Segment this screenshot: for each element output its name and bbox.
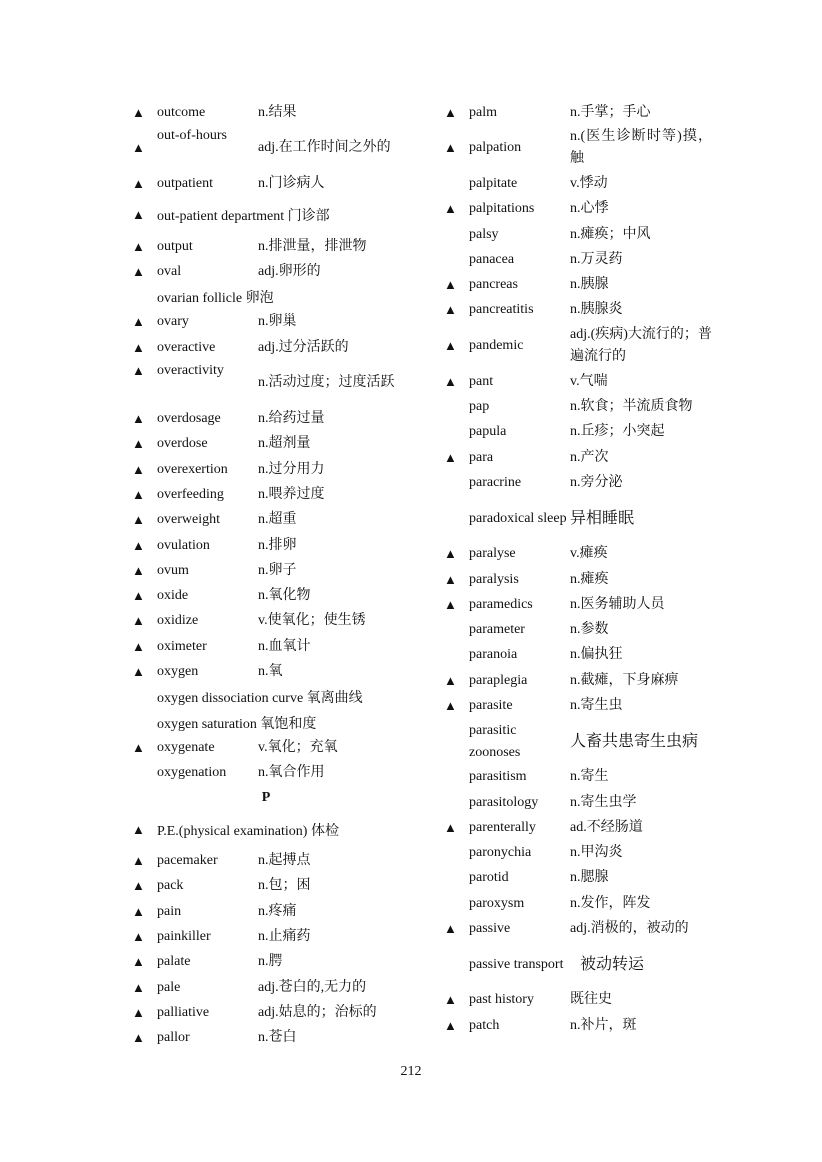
entry-term: palm	[469, 104, 497, 120]
triangle-icon: ▲	[444, 373, 457, 389]
triangle-icon: ▲	[132, 853, 145, 869]
entry-term: paroxysm	[469, 895, 525, 911]
entry-parenterally	[442, 815, 712, 840]
entry-definition: n.产次	[570, 449, 609, 465]
entry-definition: n.过分用力	[258, 461, 325, 477]
entry-definition: n.丘疹；小突起	[570, 424, 665, 440]
triangle-icon: ▲	[444, 546, 457, 562]
entry-definition: 异相睡眠	[570, 509, 635, 527]
entry-definition: ad.不经肠道	[570, 819, 643, 835]
entry-term: pandemic	[469, 338, 524, 354]
entry-term: pack	[157, 878, 184, 894]
entry-paranoia	[442, 643, 712, 668]
entry-pant	[442, 369, 712, 394]
entry-term: palpation	[469, 140, 522, 156]
entry-term: oxygen	[157, 663, 199, 679]
entry-term: oxygenation	[157, 765, 227, 781]
entry-parasitism	[442, 765, 712, 790]
triangle-icon: ▲	[444, 449, 457, 465]
entry-pallor	[130, 1026, 402, 1051]
entry-paracrine	[442, 470, 712, 495]
entry-definition: n.排卵	[258, 537, 297, 553]
entry-term: overactive	[157, 339, 216, 355]
entry-past-history	[442, 988, 712, 1013]
triangle-icon: ▲	[132, 537, 145, 553]
entry-definition: adj.姑息的；治标的	[258, 1004, 377, 1020]
entry-definition: adj.苍白的,无力的	[258, 979, 367, 995]
entry-term: oval	[157, 263, 182, 279]
triangle-icon: ▲	[444, 697, 457, 713]
entry-term: overdosage	[157, 411, 221, 427]
entry-term: parotid	[469, 870, 509, 886]
entry-definition: n.医务辅助人员	[570, 596, 665, 612]
entry-palpitate	[442, 171, 712, 196]
entry-term: pancreas	[469, 277, 518, 293]
entry-term: parasitology	[469, 794, 539, 810]
entry-definition: n.万灵药	[570, 251, 623, 267]
entry-term: pale	[157, 979, 181, 995]
entry-term: palpitations	[469, 201, 535, 217]
entry-definition: v.氧化；充氧	[258, 739, 338, 755]
triangle-icon: ▲	[132, 613, 145, 629]
entry-definition: v.气喘	[570, 373, 608, 389]
triangle-icon: ▲	[444, 1017, 457, 1033]
entry-ovum	[130, 558, 402, 583]
entry-outpatient-department	[130, 203, 402, 228]
entry-papula	[442, 420, 712, 445]
entry-text: oxygen dissociation curve 氧离曲线	[157, 691, 363, 707]
entry-pancreas	[442, 272, 712, 297]
entry-term: pacemaker	[157, 853, 218, 869]
entry-definition: n.截瘫，下身麻痹	[570, 672, 679, 688]
triangle-icon: ▲	[132, 638, 145, 654]
entry-definition: n.补片，斑	[570, 1017, 637, 1033]
triangle-icon: ▲	[132, 979, 145, 995]
entry-definition: n.腮腺	[570, 870, 609, 886]
entry-out-of-hours	[130, 125, 402, 171]
entry-term: ovum	[157, 562, 189, 578]
entry-term: past history	[469, 992, 534, 1008]
entry-definition: n.瘫痪	[570, 571, 609, 587]
entry-term: overweight	[157, 512, 220, 528]
entry-definition: n.心悸	[570, 201, 609, 217]
entry-text: oxygen saturation 氧饱和度	[157, 716, 317, 732]
entry-term: pant	[469, 373, 494, 389]
entry-term: output	[157, 238, 193, 254]
entry-pap	[442, 394, 712, 419]
entry-term: paralysis	[469, 571, 519, 587]
triangle-icon: ▲	[444, 992, 457, 1008]
entry-outpatient	[130, 171, 402, 196]
entry-definition: n.参数	[570, 622, 609, 638]
triangle-icon: ▲	[444, 921, 457, 937]
entry-output	[130, 234, 402, 259]
entry-definition: n.腭	[258, 954, 283, 970]
triangle-icon: ▲	[444, 302, 457, 318]
section-heading: P	[261, 790, 271, 806]
entry-oximeter	[130, 634, 402, 659]
entry-definition: n.甲沟炎	[570, 845, 623, 861]
entry-term: outpatient	[157, 175, 213, 191]
entry-term: pap	[469, 399, 490, 415]
entry-term: outcome	[157, 104, 206, 120]
triangle-icon: ▲	[132, 436, 145, 452]
entry-definition: n.软食；半流质食物	[570, 399, 693, 415]
entry-term: paracrine	[469, 474, 522, 490]
entry-term: overdose	[157, 436, 208, 452]
triangle-icon: ▲	[132, 878, 145, 894]
entry-text: ovarian follicle 卵泡	[157, 291, 274, 307]
entry-definition: n.寄生	[570, 769, 609, 785]
entry-overactive	[130, 335, 402, 360]
entry-definition: n.包；困	[258, 878, 311, 894]
entry-definition: n.发作，阵发	[570, 895, 651, 911]
entry-definition: 既往史	[570, 992, 612, 1008]
entry-term: palpitate	[469, 175, 518, 191]
entry-definition: n.喂养过度	[258, 486, 325, 502]
entry-definition: v.瘫痪	[570, 546, 608, 562]
entry-palm	[442, 100, 712, 125]
entry-paradoxical-sleep	[442, 496, 712, 542]
entry-term: overactivity	[157, 363, 224, 379]
entry-overexertion	[130, 457, 402, 482]
entry-palpitations	[442, 197, 712, 222]
entry-definition: n.卵子	[258, 562, 297, 578]
entry-oxygen-saturation	[130, 710, 402, 735]
entry-definition: n.血氧计	[258, 638, 311, 654]
entry-definition: n.手掌；手心	[570, 104, 651, 120]
triangle-icon: ▲	[444, 672, 457, 688]
triangle-icon: ▲	[132, 461, 145, 477]
entry-term: oxidize	[157, 613, 199, 629]
entry-definition: n.(医生诊断时等)摸，触	[570, 129, 712, 167]
entry-oxygen	[130, 659, 402, 684]
entry-oval	[130, 259, 402, 284]
entry-definition: n.门诊病人	[258, 175, 325, 191]
triangle-icon: ▲	[132, 140, 145, 156]
triangle-icon: ▲	[444, 277, 457, 293]
entry-pacemaker	[130, 848, 402, 873]
entry-passive	[442, 916, 712, 941]
triangle-icon: ▲	[132, 903, 145, 919]
entry-paralyse	[442, 542, 712, 567]
entry-definition: n.寄生虫学	[570, 794, 637, 810]
entry-palsy	[442, 222, 712, 247]
entry-definition: adj.(疾病)大流行的；普遍流行的	[570, 327, 712, 365]
entry-definition: adj.卵形的	[258, 263, 321, 279]
entry-definition: 被动转运	[580, 955, 645, 973]
entry-term: panacea	[469, 251, 515, 267]
entry-patch	[442, 1013, 712, 1038]
entry-term: pain	[157, 903, 182, 919]
entry-term: out-of-hours	[157, 128, 227, 144]
entry-overdose	[130, 432, 402, 457]
entry-painkiller	[130, 924, 402, 949]
entry-text: out-patient department 门诊部	[157, 209, 330, 225]
entry-term: passive	[469, 921, 511, 937]
entry-parasitology	[442, 790, 712, 815]
entry-paralysis	[442, 567, 712, 592]
entry-parotid	[442, 866, 712, 891]
entry-definition: n.氧化物	[258, 588, 311, 604]
entry-definition: n.给药过量	[258, 411, 325, 427]
entry-definition: n.结果	[258, 104, 297, 120]
triangle-icon: ▲	[132, 954, 145, 970]
page-number: 212	[400, 1064, 422, 1079]
entry-parameter	[442, 617, 712, 642]
entry-definition: n.旁分泌	[570, 474, 623, 490]
entry-overfeeding	[130, 482, 402, 507]
entry-definition: v.悸动	[570, 175, 608, 191]
entry-definition: n.起搏点	[258, 853, 311, 869]
entry-para	[442, 445, 712, 470]
entry-oxide	[130, 583, 402, 608]
entry-definition: adj.过分活跃的	[258, 339, 349, 355]
entry-ovary	[130, 310, 402, 335]
entry-definition: n.胰腺	[570, 277, 609, 293]
entry-pe	[130, 817, 402, 842]
right-column	[442, 100, 712, 1038]
entry-pandemic	[442, 323, 712, 369]
entry-term: paralyse	[469, 546, 516, 562]
entry-paramedics	[442, 592, 712, 617]
entry-term: oxygenate	[157, 739, 215, 755]
entry-definition: n.超剂量	[258, 436, 311, 452]
triangle-icon: ▲	[132, 263, 145, 279]
entry-definition: n.偏执狂	[570, 647, 623, 663]
triangle-icon: ▲	[132, 339, 145, 355]
entry-term: parasitic zoonoses	[469, 722, 521, 760]
entry-definition: n.氧合作用	[258, 765, 325, 781]
triangle-icon: ▲	[444, 596, 457, 612]
entry-term: palliative	[157, 1004, 210, 1020]
entry-panacea	[442, 247, 712, 272]
entry-term: ovary	[157, 314, 189, 330]
triangle-icon: ▲	[132, 238, 145, 254]
entry-definition: n.活动过度；过度活跃	[258, 375, 395, 391]
triangle-icon: ▲	[132, 588, 145, 604]
entry-definition: n.超重	[258, 512, 297, 528]
entry-term: pancreatitis	[469, 302, 534, 318]
triangle-icon: ▲	[132, 512, 145, 528]
entry-paronychia	[442, 841, 712, 866]
entry-term: palsy	[469, 226, 499, 242]
entry-overdosage	[130, 406, 402, 431]
entry-term: pallor	[157, 1030, 190, 1046]
entry-oxygenation	[130, 761, 402, 786]
triangle-icon: ▲	[132, 821, 145, 837]
entry-definition: 人畜共患寄生虫病	[570, 732, 699, 750]
entry-term: patch	[469, 1017, 500, 1033]
entry-definition: n.寄生虫	[570, 697, 623, 713]
triangle-icon: ▲	[444, 140, 457, 156]
entry-term: ovulation	[157, 537, 210, 553]
entry-term: painkiller	[157, 928, 211, 944]
triangle-icon: ▲	[132, 562, 145, 578]
entry-pale	[130, 975, 402, 1000]
entry-oxidize	[130, 609, 402, 634]
entry-definition: n.疼痛	[258, 903, 297, 919]
entry-term: para	[469, 449, 494, 465]
entry-definition: n.止痛药	[258, 928, 311, 944]
entry-passive-transport	[442, 942, 712, 988]
entry-definition: adj.在工作时间之外的	[258, 140, 391, 156]
entry-paraplegia	[442, 668, 712, 693]
entry-definition: n.苍白	[258, 1030, 297, 1046]
entry-term: paronychia	[469, 845, 532, 861]
triangle-icon: ▲	[132, 363, 145, 379]
entry-overweight	[130, 508, 402, 533]
entry-term: paramedics	[469, 596, 533, 612]
entry-parasite	[442, 693, 712, 718]
entry-overactivity	[130, 360, 402, 406]
entry-term: oxide	[157, 588, 189, 604]
triangle-icon: ▲	[132, 1004, 145, 1020]
entry-palate	[130, 950, 402, 975]
entry-term: paraplegia	[469, 672, 528, 688]
entry-term: oximeter	[157, 638, 207, 654]
triangle-icon: ▲	[132, 104, 145, 120]
entry-term: paranoia	[469, 647, 518, 663]
entry-text: P.E.(physical examination) 体检	[157, 823, 339, 839]
entry-term: parasite	[469, 697, 513, 713]
entry-definition: n.卵巢	[258, 314, 297, 330]
entry-term: palate	[157, 954, 191, 970]
entry-ovulation	[130, 533, 402, 558]
entry-definition: n.氧	[258, 663, 283, 679]
entry-pain	[130, 899, 402, 924]
entry-outcome	[130, 100, 402, 125]
entry-palliative	[130, 1000, 402, 1025]
entry-pancreatitis	[442, 298, 712, 323]
entry-pack	[130, 874, 402, 899]
entry-oxygenate	[130, 735, 402, 760]
triangle-icon: ▲	[132, 207, 145, 223]
entry-definition: adj.消极的，被动的	[570, 921, 689, 937]
triangle-icon: ▲	[132, 175, 145, 191]
entry-paroxysm	[442, 891, 712, 916]
entry-term: parasitism	[469, 769, 527, 785]
entry-parasitic-zoonoses	[442, 719, 712, 765]
entry-definition: v.使氧化；使生锈	[258, 613, 366, 629]
triangle-icon: ▲	[132, 739, 145, 755]
entry-term: parameter	[469, 622, 525, 638]
entry-oxygen-dissociation-curve	[130, 685, 402, 710]
triangle-icon: ▲	[444, 338, 457, 354]
triangle-icon: ▲	[444, 819, 457, 835]
left-column	[130, 100, 402, 1051]
triangle-icon: ▲	[132, 314, 145, 330]
triangle-icon: ▲	[132, 486, 145, 502]
entry-term: papula	[469, 424, 507, 440]
entry-term: overfeeding	[157, 486, 224, 502]
entry-term: paradoxical sleep	[469, 510, 567, 526]
entry-definition: n.排泄量，排泄物	[258, 238, 367, 254]
entry-ovarian-follicle	[130, 284, 402, 309]
entry-term: passive transport	[469, 956, 564, 972]
triangle-icon: ▲	[444, 104, 457, 120]
triangle-icon: ▲	[444, 201, 457, 217]
entry-term: overexertion	[157, 461, 228, 477]
entry-definition: n.胰腺炎	[570, 302, 623, 318]
triangle-icon: ▲	[444, 571, 457, 587]
triangle-icon: ▲	[132, 1030, 145, 1046]
entry-palpation	[442, 125, 712, 171]
entry-definition: n.瘫痪；中风	[570, 226, 651, 242]
triangle-icon: ▲	[132, 663, 145, 679]
triangle-icon: ▲	[132, 411, 145, 427]
triangle-icon: ▲	[132, 928, 145, 944]
entry-term: parenterally	[469, 819, 536, 835]
